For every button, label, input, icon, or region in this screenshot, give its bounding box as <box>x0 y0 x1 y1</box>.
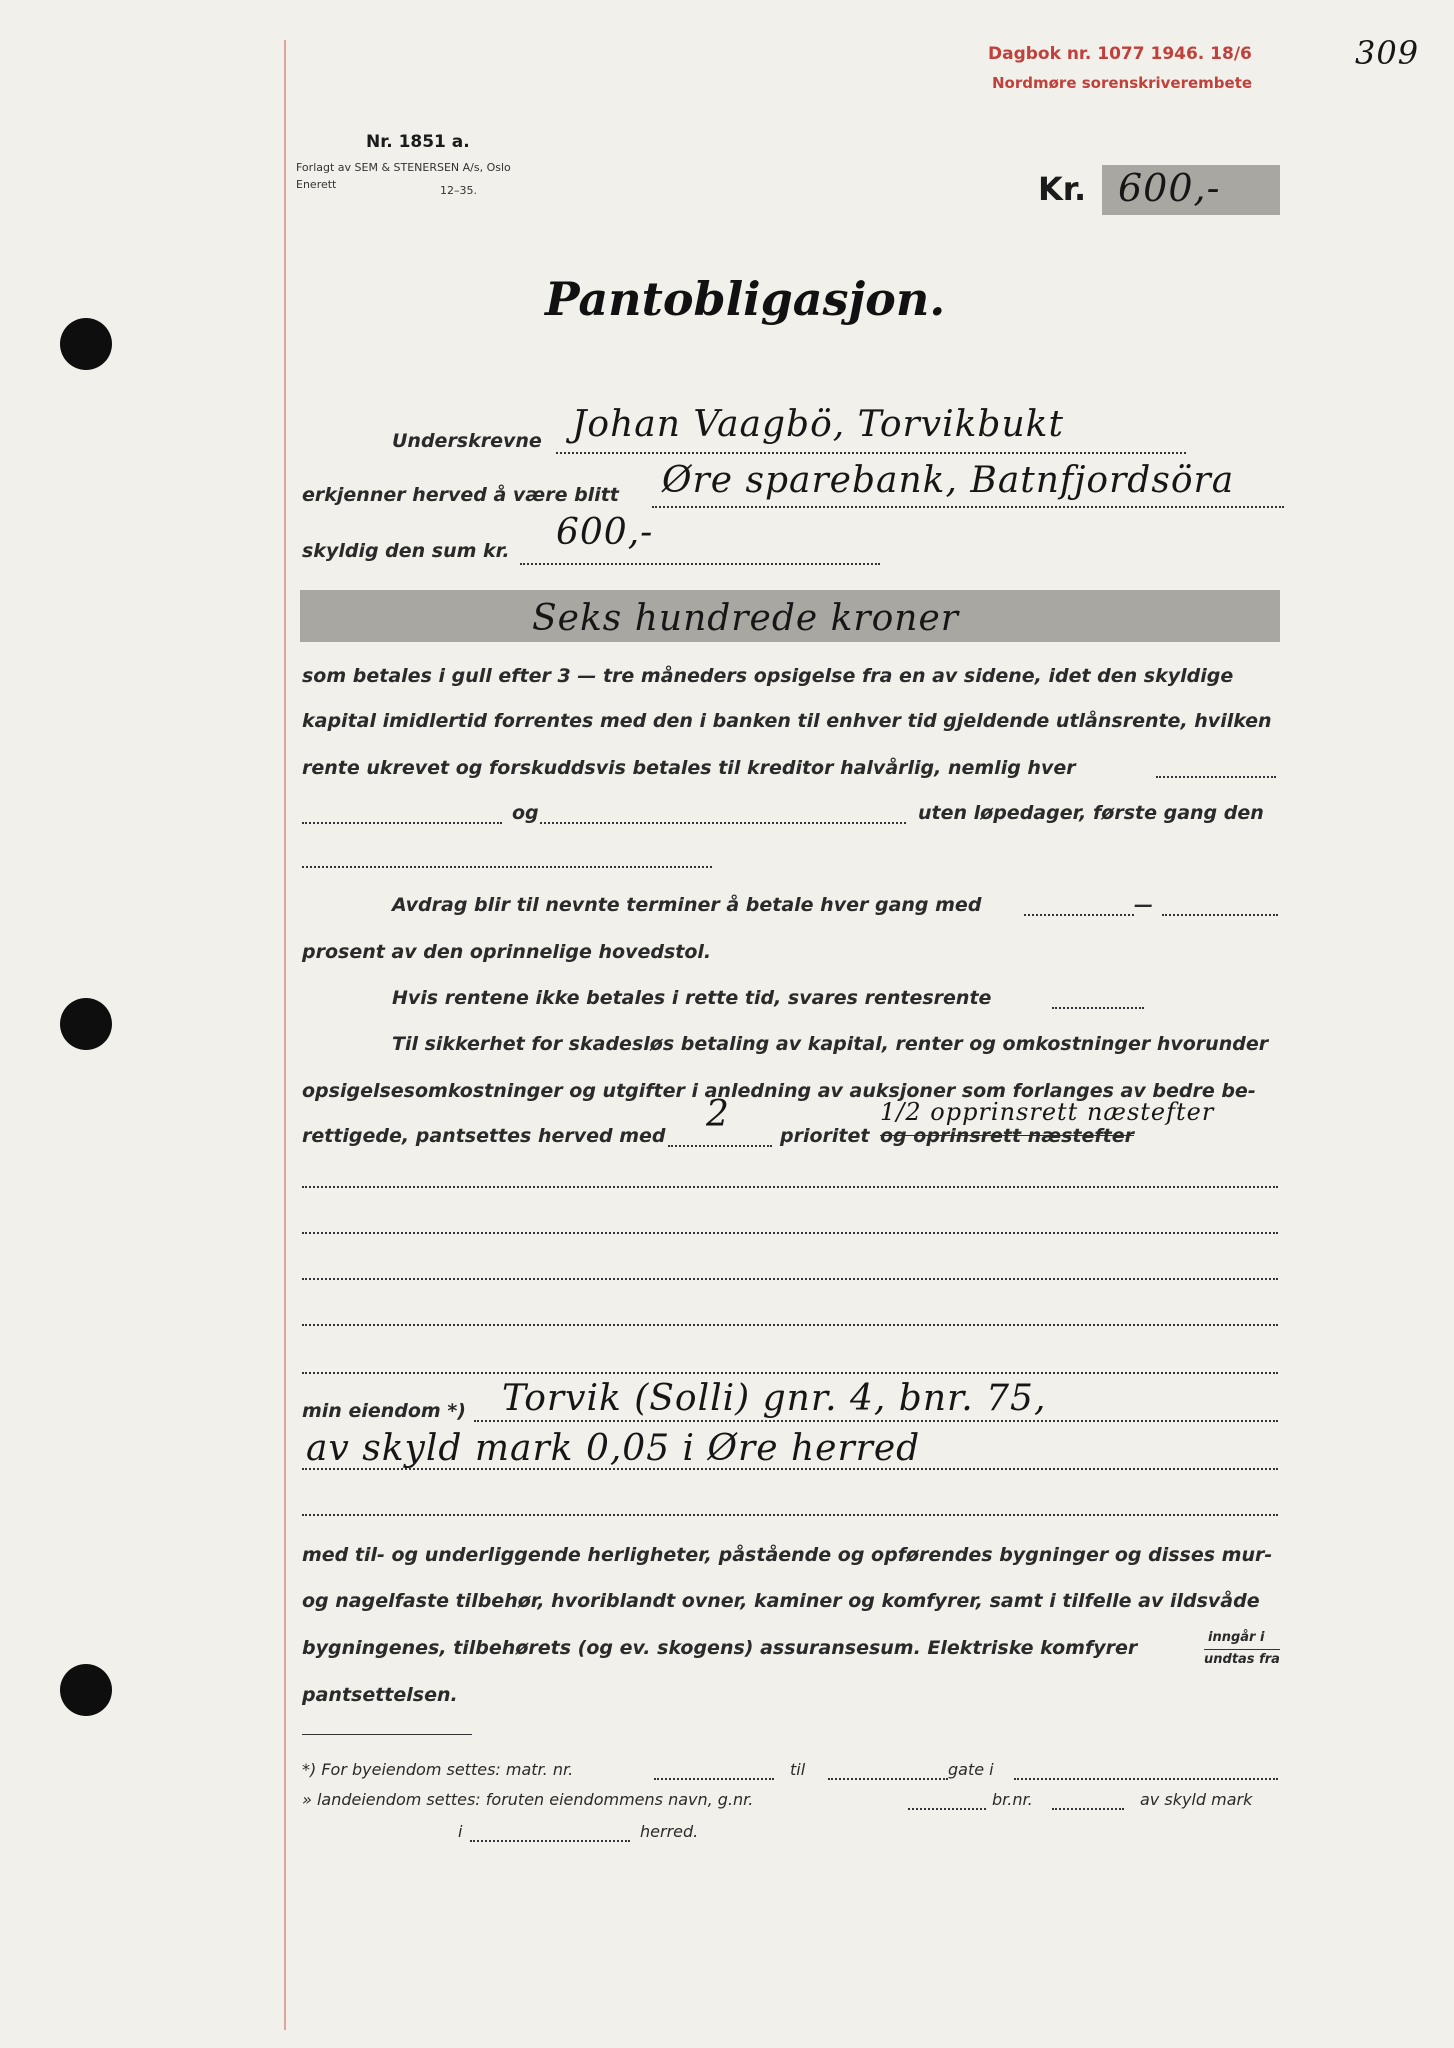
date-line <box>302 822 502 824</box>
body-dash: — <box>1134 894 1153 916</box>
publisher-rights: Enerett <box>296 178 337 191</box>
body-line: opsigelsesomkostninger og utgifter i anledning av auksjoner som forlanges av bedre be- <box>302 1080 1256 1102</box>
sum-label: skyldig den sum kr. <box>302 540 510 562</box>
punch-hole <box>60 1664 112 1716</box>
date-line <box>1156 776 1276 778</box>
body-line: uten løpedager, første gang den <box>918 802 1264 824</box>
amount-value: 600,- <box>1118 166 1221 210</box>
body-line: som betales i gull efter 3 — tre måneders opsigelse fra en av sidene, idet den skyldige <box>302 665 1234 687</box>
punch-hole <box>60 318 112 370</box>
form-number: Nr. 1851 a. <box>366 132 470 152</box>
struck-text: og oprinsrett næstefter <box>880 1125 1134 1147</box>
footnote-blank <box>654 1778 774 1780</box>
publisher-date: 12–35. <box>440 184 477 197</box>
footnote-word: herred. <box>640 1822 699 1841</box>
body-line: Avdrag blir til nevnte terminer å betale hver gang med <box>392 894 982 916</box>
amount-in-words: Seks hundrede kroner <box>532 598 960 639</box>
body-word: og <box>512 802 539 824</box>
blank-line <box>302 1372 1278 1374</box>
priority-note: 1/2 opprinsrett næstefter <box>880 1098 1215 1126</box>
owes-label: erkjenner herved å være blitt <box>302 484 619 506</box>
footnote-line: *) For byeiendom settes: matr. nr. <box>302 1760 574 1779</box>
undersigned-value: Johan Vaagbö, Torvikbukt <box>572 404 1064 445</box>
body-word: prioritet <box>780 1125 870 1147</box>
property-line <box>474 1420 1278 1422</box>
owes-line <box>652 506 1284 508</box>
undersigned-label: Underskrevne <box>392 430 542 452</box>
option-divider <box>1204 1649 1280 1650</box>
footnote-word: gate i <box>948 1760 994 1779</box>
footnote-rule <box>302 1734 472 1735</box>
document-title: Pantobligasjon. <box>545 272 946 326</box>
sum-value: 600,- <box>556 512 654 553</box>
footnote-word: til <box>790 1760 806 1779</box>
option-included: inngår i <box>1208 1630 1265 1645</box>
body-line: Hvis rentene ikke betales i rette tid, svares rentesrente <box>392 987 992 1009</box>
page-number: 309 <box>1355 34 1420 72</box>
body-line: kapital imidlertid forrentes med den i banken til enhver tid gjeldende utlånsrente, hvilken <box>302 710 1272 732</box>
blank-line <box>302 1278 1278 1280</box>
blank-line <box>302 1514 1278 1516</box>
registration-stamp-line1: Dagbok nr. 1077 1946. 18/6 <box>988 44 1252 64</box>
undersigned-line <box>556 452 1186 454</box>
interest-line <box>1052 1007 1144 1009</box>
body-line: prosent av den oprinnelige hovedstol. <box>302 941 712 963</box>
body-line: og nagelfaste tilbehør, hvoriblandt ovner, kaminer og komfyrer, samt i tilfelle av ildsvåde <box>302 1590 1260 1612</box>
property-value: av skyld mark 0,05 i Øre herred <box>306 1428 921 1469</box>
footnote-word: br.nr. <box>992 1790 1033 1809</box>
installment-line <box>1162 914 1278 916</box>
footnote-word: i <box>458 1822 463 1841</box>
margin-rule <box>284 40 286 2030</box>
body-line: bygningenes, tilbehørets (og ev. skogens) assuransesum. Elektriske komfyrer <box>302 1637 1138 1659</box>
footnote-line: » landeiendom settes: foruten eiendommens navn, g.nr. <box>302 1790 754 1809</box>
priority-line <box>668 1145 772 1147</box>
date-line <box>540 822 906 824</box>
registration-stamp-line2: Nordmøre sorenskriverembete <box>992 74 1253 92</box>
punch-hole <box>60 998 112 1050</box>
footnote-blank <box>1014 1778 1278 1780</box>
sum-line <box>520 563 880 565</box>
date-line <box>302 866 712 868</box>
blank-line <box>302 1186 1278 1188</box>
footnote-blank <box>828 1778 948 1780</box>
body-line: rente ukrevet og forskuddsvis betales til kreditor halvårlig, nemlig hver <box>302 757 1076 779</box>
property-value: Torvik (Solli) gnr. 4, bnr. 75, <box>502 1378 1047 1419</box>
body-line: med til- og underliggende herligheter, påstående og opførendes bygninger og disses mur- <box>302 1544 1273 1566</box>
footnote-blank <box>908 1808 986 1810</box>
blank-line <box>302 1232 1278 1234</box>
installment-line <box>1024 914 1134 916</box>
blank-line <box>302 1324 1278 1326</box>
footnote-blank <box>470 1840 630 1842</box>
footnote-blank <box>1052 1808 1124 1810</box>
property-label: min eiendom *) <box>302 1400 466 1422</box>
option-excluded: undtas fra <box>1204 1652 1280 1667</box>
owes-value: Øre sparebank, Batnfjordsöra <box>662 460 1235 501</box>
priority-value: 2 <box>706 1094 730 1135</box>
footnote-word: av skyld mark <box>1140 1790 1253 1809</box>
amount-label: Kr. <box>1038 170 1087 208</box>
body-line: pantsettelsen. <box>302 1684 458 1706</box>
body-line: rettigede, pantsettes herved med <box>302 1125 666 1147</box>
publisher-line: Forlagt av SEM & STENERSEN A/s, Oslo <box>296 161 511 174</box>
body-line: Til sikkerhet for skadesløs betaling av kapital, renter og omkostninger hvorunder <box>392 1033 1269 1055</box>
